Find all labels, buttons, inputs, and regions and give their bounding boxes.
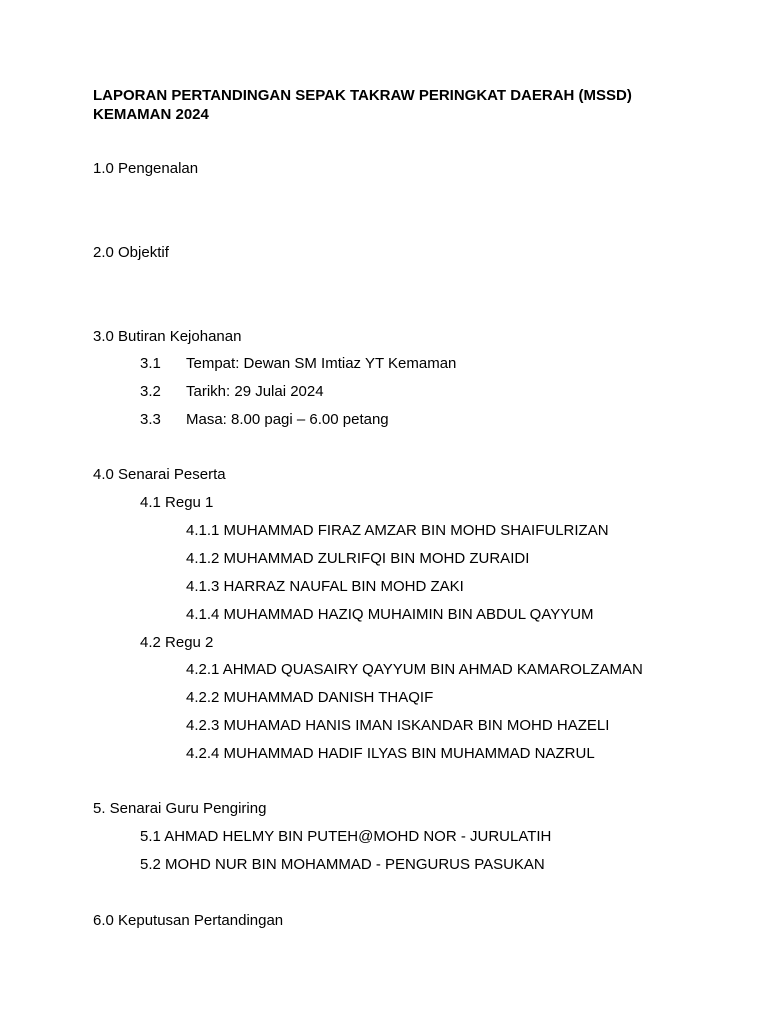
document-title bbox=[93, 86, 693, 124]
heading-keputusan-pertandingan: 6.0 Keputusan Pertandingan bbox=[93, 912, 284, 929]
regu-2-label: 4.2 Regu 2 bbox=[140, 634, 214, 651]
regu-1-member: 4.1.1 MUHAMMAD FIRAZ AMZAR BIN MOHD SHAIFULRIZAN bbox=[186, 522, 609, 539]
regu-1-member: 4.1.4 MUHAMMAD HAZIQ MUHAIMIN BIN ABDUL QAYYUM bbox=[186, 606, 594, 623]
guru-item: 5.1 AHMAD HELMY BIN PUTEH@MOHD NOR - JURULATIH bbox=[140, 828, 552, 845]
title-line-2: KEMAMAN 2024 bbox=[93, 106, 209, 123]
butiran-item-number: 3.2 bbox=[140, 383, 161, 400]
regu-2-member: 4.2.4 MUHAMMAD HADIF ILYAS BIN MUHAMMAD NAZRUL bbox=[186, 745, 595, 762]
butiran-item-number: 3.3 bbox=[140, 411, 161, 428]
butiran-item-text: Tarikh: 29 Julai 2024 bbox=[186, 383, 324, 400]
title-line-1: LAPORAN PERTANDINGAN SEPAK TAKRAW PERINGKAT DAERAH (MSSD) bbox=[93, 87, 632, 104]
heading-senarai-guru-pengiring: 5. Senarai Guru Pengiring bbox=[93, 800, 267, 817]
regu-2-member: 4.2.2 MUHAMMAD DANISH THAQIF bbox=[186, 689, 434, 706]
regu-2-member: 4.2.1 AHMAD QUASAIRY QAYYUM BIN AHMAD KAMAROLZAMAN bbox=[186, 661, 643, 678]
regu-1-member: 4.1.3 HARRAZ NAUFAL BIN MOHD ZAKI bbox=[186, 578, 464, 595]
butiran-item-number: 3.1 bbox=[140, 355, 161, 372]
butiran-item-tarikh bbox=[140, 383, 324, 401]
regu-1-label: 4.1 Regu 1 bbox=[140, 494, 214, 511]
heading-objektif: 2.0 Objektif bbox=[93, 244, 169, 261]
heading-pengenalan: 1.0 Pengenalan bbox=[93, 160, 199, 177]
guru-item: 5.2 MOHD NUR BIN MOHAMMAD - PENGURUS PASUKAN bbox=[140, 856, 545, 873]
regu-2-member: 4.2.3 MUHAMAD HANIS IMAN ISKANDAR BIN MOHD HAZELI bbox=[186, 717, 610, 734]
regu-1-member: 4.1.2 MUHAMMAD ZULRIFQI BIN MOHD ZURAIDI bbox=[186, 550, 530, 567]
butiran-item-text: Masa: 8.00 pagi – 6.00 petang bbox=[186, 411, 389, 428]
butiran-item-masa bbox=[140, 411, 389, 429]
butiran-item-text: Tempat: Dewan SM Imtiaz YT Kemaman bbox=[186, 355, 457, 372]
heading-senarai-peserta: 4.0 Senarai Peserta bbox=[93, 466, 226, 483]
heading-butiran-kejohanan: 3.0 Butiran Kejohanan bbox=[93, 328, 242, 345]
butiran-item-tempat bbox=[140, 355, 456, 373]
